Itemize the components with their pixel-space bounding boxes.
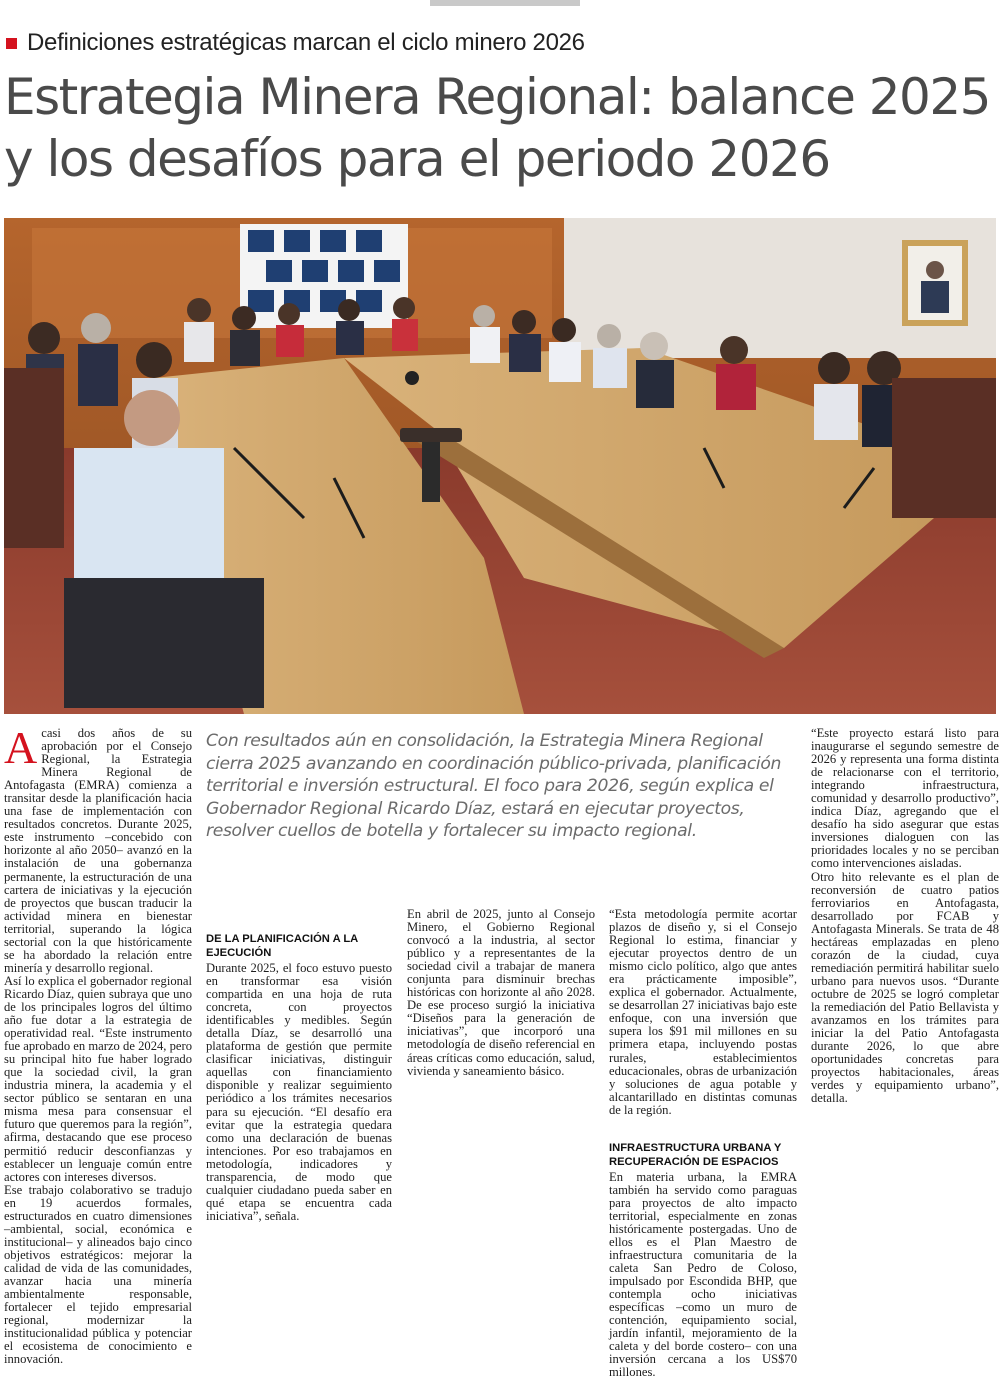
article-photo — [4, 218, 996, 714]
subhead-planificacion: DE LA PLANIFICACIÓN A LA EJECUCIÓN — [206, 933, 358, 959]
framed-portrait — [902, 240, 968, 326]
logo-backdrop — [240, 224, 408, 328]
article-dek: Con resultados aún en consolidación, la Estrategia Minera Regional cierra 2025 avanzando en coordinación público-privada, planificación territorial e inversión estructural. El foco para 2026, según explica el Gobernador Regional Ricardo Díaz, estará en ejecutar proyectos, resolver cuellos de botella y fortalecer su impacto regional. — [206, 731, 782, 841]
paragraph-7: En materia urbana, la EMRA también ha servido como paraguas para proyectos de alto impacto territorial, especialmente en zonas históricamente postergadas. Uno de ellos es el Plan Maestro de infraestructura comunitaria de la caleta San Pedro de Coloso, impulsado por Escondida BHP, que contempla ocho iniciativas específicas –como un muro de contención, equipamiento social, jardín infantil, mejoramiento de la caleta y del borde costero– con una inversión cercana a los US$70 millones. — [609, 1169, 797, 1380]
page-header-strip — [430, 0, 580, 6]
meeting-room-photo — [4, 218, 996, 714]
body-column-2 — [206, 908, 392, 1223]
dropcap: A — [4, 722, 38, 773]
body-column-4 — [609, 908, 797, 1380]
paragraph-9: Otro hito relevante es el plan de reconversión de cuatro patios ferroviarios en Antofagasta, desarrollado por FCAB y Antofagasta Minerals. Se trata de 48 hectáreas emplazadas en pleno corazón de la ciudad, cuya remediación permitirá habilitar suelo urbano para nuevos usos. “Durante octubre de 2025 se logró completar la remediación del Patio Bellavista y avanzamos en los trámites para iniciar la del Patio Antofagasta durante 2026, lo que abre oportunidades concretas para proyectos habitacionales, áreas verdes y equipamiento urbano”, detalla. — [811, 869, 999, 1106]
body-column-1 — [4, 722, 192, 1367]
paragraph-2: Así lo explica el gobernador regional Ricardo Díaz, quien subraya que uno de los principales logros del último año fue dotar a la estrategia de operatividad real. “Este instrumento fue aprobado en marzo de 2024, pero su principal hito fue haber logrado que la sociedad civil, la gran industria minera, la academia y el sector público se sentaran en una misma mesa para consensuar el futuro que queremos para la región”, afirma, destacando que ese proceso permitió reducir desconfianzas y establecer un lenguaje común entre actores con intereses diversos. — [4, 973, 192, 1184]
paragraph-8: “Este proyecto estará listo para inaugurarse el segundo semestre de 2026 y representa una forma distinta de relacionarse con el territorio, integrando infraestructura, comunidad y desarrollo productivo”, indica Díaz, agregando que el desafío ha sido asegurar que estas inversiones dialoguen con las prioridades locales y no se perciban como intervenciones aisladas. — [811, 726, 999, 871]
paragraph-6: “Esta metodología permite acortar plazos de diseño y, si el Consejo Regional lo estima, financiar y ejecutar proyectos dentro de un mismo ciclo político, algo que antes era prácticamente imposible”, explica el gobernador. Actualmente, se desarrollan 27 iniciativas bajo este enfoque, con una inversión que supera los $91 mil millones en su primera etapa, incluyendo postas rurales, establecimientos educacionales, obras de urbanización y soluciones de agua potable y alcantarillado en distintas comunas de la región. — [609, 907, 797, 1117]
subhead-infraestructura: INFRAESTRUCTURA URBANA Y RECUPERACIÓN DE ESPACIOS — [609, 1141, 782, 1168]
body-column-3 — [407, 908, 595, 1078]
foreground-participant — [74, 448, 224, 588]
body-column-5 — [811, 727, 999, 1105]
red-square-bullet-icon — [6, 38, 17, 49]
paragraph-1: casi dos años de su aprobación por el Consejo Regional, la Estrategia Minera Regional de Antofagasta (EMRA) comienza a transitar desde la planificación hacia una fase de implementación con resultados concretos. Durante 2025, este instrumento –concebido con horizonte al año 2050– avanzó en la instalación de una gobernanza permanente, la estructuración de una cartera de iniciativas y la ejecución de proyectos que buscan traducir la actividad minera en bienestar territorial, superando la lógica sectorial con la que históricamente se ha abordado la relación entre minería y desarrollo regional. — [4, 726, 192, 975]
kicker-text: Definiciones estratégicas marcan el ciclo minero 2026 — [27, 29, 585, 56]
paragraph-5: En abril de 2025, junto al Consejo Minero, el Gobierno Regional convocó a la industria, al sector público y a representantes de la sociedad civil a trabajar de manera conjunta para disminuir brechas históricas con horizonte al año 2028. De ese proceso surgió la iniciativa “Diseños para la generación de iniciativas”, que incorporó una metodología de diseño referencial en áreas críticas como educación, salud, vivienda y saneamiento básico. — [407, 907, 595, 1078]
paragraph-3: Ese trabajo colaborativo se tradujo en 19 acuerdos formales, estructurados en cuatro dimensiones –ambiental, social, económica e institucional– y alineados bajo cinco objetivos estratégicos: mejorar la calidad de vida de las comunidades, avanzar hacia una minería ambientalmente responsable, fortalecer el tejido empresarial regional, modernizar la institucionalidad pública y potenciar el ecosistema de conocimiento e innovación. — [4, 1182, 192, 1367]
headline: Estrategia Minera Regional: balance 2025 y los desafíos para el periodo 2026 — [4, 68, 990, 188]
kicker — [6, 28, 585, 58]
paragraph-4: Durante 2025, el foco estuvo puesto en transformar esa visión compartida en una hoja de ruta concreta, con proyectos identificables y medibles. Según detalla Díaz, se desarrolló una plataforma de gestión que permite clasificar iniciativas, distinguir aquellas con financiamiento disponible y realizar seguimiento periódico a los trámites necesarios para su ejecución. “El desafío era evitar que la estrategia quedara como una declaración de buenas intenciones. Por eso trabajamos en metodología, indicadores y transparencia, de modo que cualquier ciudadano pueda saber en qué etapa se encuentra cada iniciativa”, señala. — [206, 961, 392, 1223]
